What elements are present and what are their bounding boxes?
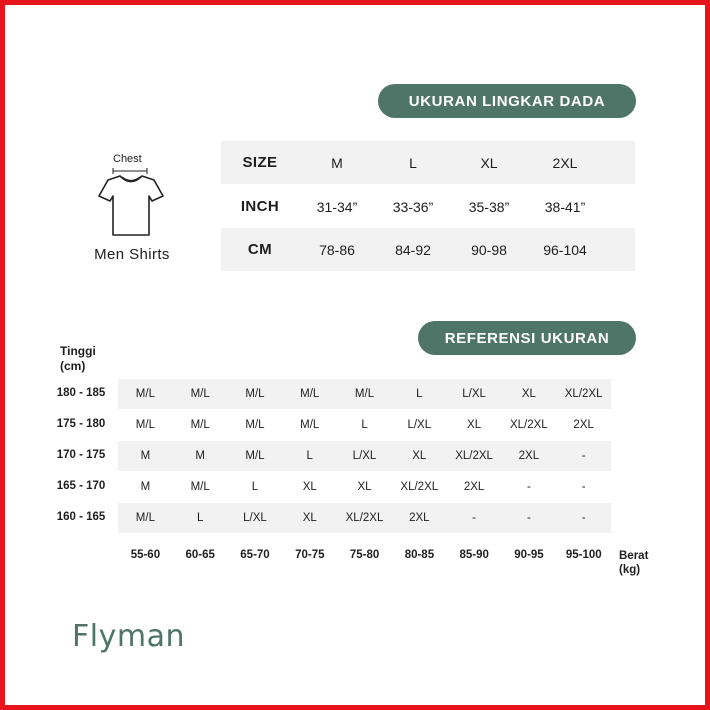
- reference-row: [118, 410, 611, 440]
- reference-cell: M/L: [135, 419, 155, 431]
- reference-cell: M: [140, 450, 151, 462]
- weight-range-label: 80-85: [404, 549, 435, 561]
- weight-range-label: 65-70: [240, 549, 270, 561]
- cm-cell: 96-104: [543, 241, 587, 258]
- size-row: [221, 141, 635, 184]
- cm-cell: 90-98: [471, 241, 507, 258]
- reference-cell: XL: [412, 450, 427, 462]
- reference-cell: M/L: [245, 450, 265, 462]
- reference-cell: M/L: [190, 481, 210, 493]
- weight-range-label: 75-80: [349, 549, 380, 561]
- weight-range-label: 60-65: [185, 549, 215, 561]
- reference-row: [118, 441, 611, 471]
- reference-cell: XL: [357, 481, 372, 493]
- height-axis-label: [60, 344, 96, 374]
- reference-cell: XL/2XL: [509, 419, 548, 431]
- height-range-label: 180 - 185: [56, 387, 106, 399]
- weight-range-label: 90-95: [514, 549, 544, 561]
- reference-cell: -: [526, 481, 531, 493]
- reference-row: [118, 503, 611, 533]
- cm-row-header: CM: [247, 241, 273, 258]
- cm-cell: 78-86: [319, 241, 355, 258]
- reference-cell: XL/2XL: [564, 388, 603, 400]
- reference-cell: M/L: [245, 419, 265, 431]
- inch-row-header: INCH: [240, 198, 280, 215]
- weight-range-label: 85-90: [459, 549, 489, 561]
- height-axis-label-line1: Tinggi: [60, 344, 96, 358]
- reference-cell: L/XL: [352, 450, 377, 462]
- height-axis-label-line2: (cm): [60, 359, 86, 373]
- reference-cell: L: [306, 450, 313, 462]
- inch-row: [221, 185, 635, 228]
- tshirt-icon: [96, 172, 166, 238]
- reference-cell: M/L: [135, 388, 155, 400]
- reference-cell: L/XL: [407, 419, 432, 431]
- reference-cell: 2XL: [573, 419, 594, 431]
- chest-label: Chest: [113, 153, 142, 165]
- reference-row: [118, 379, 611, 409]
- weight-axis-label-line2: (kg): [619, 564, 641, 576]
- weight-axis-label-line1: Berat: [619, 550, 649, 562]
- garment-name: Men Shirts: [94, 246, 170, 263]
- reference-cell: XL: [467, 419, 482, 431]
- reference-cell: -: [581, 481, 586, 493]
- reference-cell: L: [196, 512, 204, 524]
- reference-cell: XL: [521, 388, 536, 400]
- inch-cell: 35-38”: [468, 198, 510, 215]
- weight-range-label: 55-60: [130, 549, 161, 561]
- reference-cell: XL/2XL: [455, 450, 493, 462]
- cm-row: [221, 228, 635, 271]
- reference-cell: XL/2XL: [400, 481, 439, 493]
- inch-cell: 38-41”: [544, 198, 586, 215]
- reference-cell: -: [526, 512, 531, 524]
- size-cell: 2XL: [552, 154, 578, 171]
- reference-cell: L: [361, 419, 368, 431]
- size-cell: L: [409, 154, 417, 171]
- reference-cell: M/L: [190, 419, 210, 431]
- reference-cell: M/L: [190, 388, 210, 400]
- reference-cell: M/L: [300, 419, 320, 431]
- reference-cell: M/L: [245, 388, 265, 400]
- cm-cell: 84-92: [395, 241, 431, 258]
- weight-axis-label: [619, 549, 648, 577]
- reference-cell: L/XL: [462, 388, 486, 400]
- reference-cell: -: [581, 512, 586, 524]
- reference-cell: XL: [302, 512, 317, 524]
- height-range-label: 160 - 165: [56, 511, 106, 523]
- reference-cell: L: [416, 388, 423, 400]
- size-cell: M: [331, 154, 343, 171]
- reference-cell: 2XL: [518, 450, 540, 462]
- reference-cell: M/L: [354, 388, 375, 400]
- reference-cell: L/XL: [243, 512, 267, 524]
- reference-title: REFERENSI UKURAN: [418, 321, 636, 355]
- reference-cell: -: [581, 450, 586, 462]
- size-row-header: SIZE: [242, 154, 278, 171]
- reference-cell: M/L: [135, 512, 155, 524]
- reference-cell: 2XL: [463, 481, 485, 493]
- height-range-label: 170 - 175: [56, 449, 106, 461]
- height-range-label: 165 - 170: [56, 480, 106, 492]
- reference-cell: XL/2XL: [345, 512, 384, 524]
- size-cell: XL: [480, 154, 498, 171]
- reference-row: [118, 472, 611, 502]
- chest-size-title: UKURAN LINGKAR DADA: [378, 84, 636, 118]
- weight-range-label: 95-100: [565, 549, 602, 561]
- reference-cell: -: [472, 512, 476, 524]
- reference-cell: XL: [302, 481, 317, 493]
- reference-cell: L: [251, 481, 259, 493]
- inch-cell: 31-34”: [316, 198, 358, 215]
- weight-range-label: 70-75: [295, 549, 325, 561]
- reference-cell: M: [140, 481, 151, 493]
- reference-cell: M: [195, 450, 205, 462]
- reference-cell: 2XL: [409, 512, 430, 524]
- brand-logo: Flyman: [72, 619, 185, 654]
- height-range-label: 175 - 180: [56, 418, 106, 430]
- reference-cell: M/L: [300, 388, 320, 400]
- inch-cell: 33-36”: [392, 198, 434, 215]
